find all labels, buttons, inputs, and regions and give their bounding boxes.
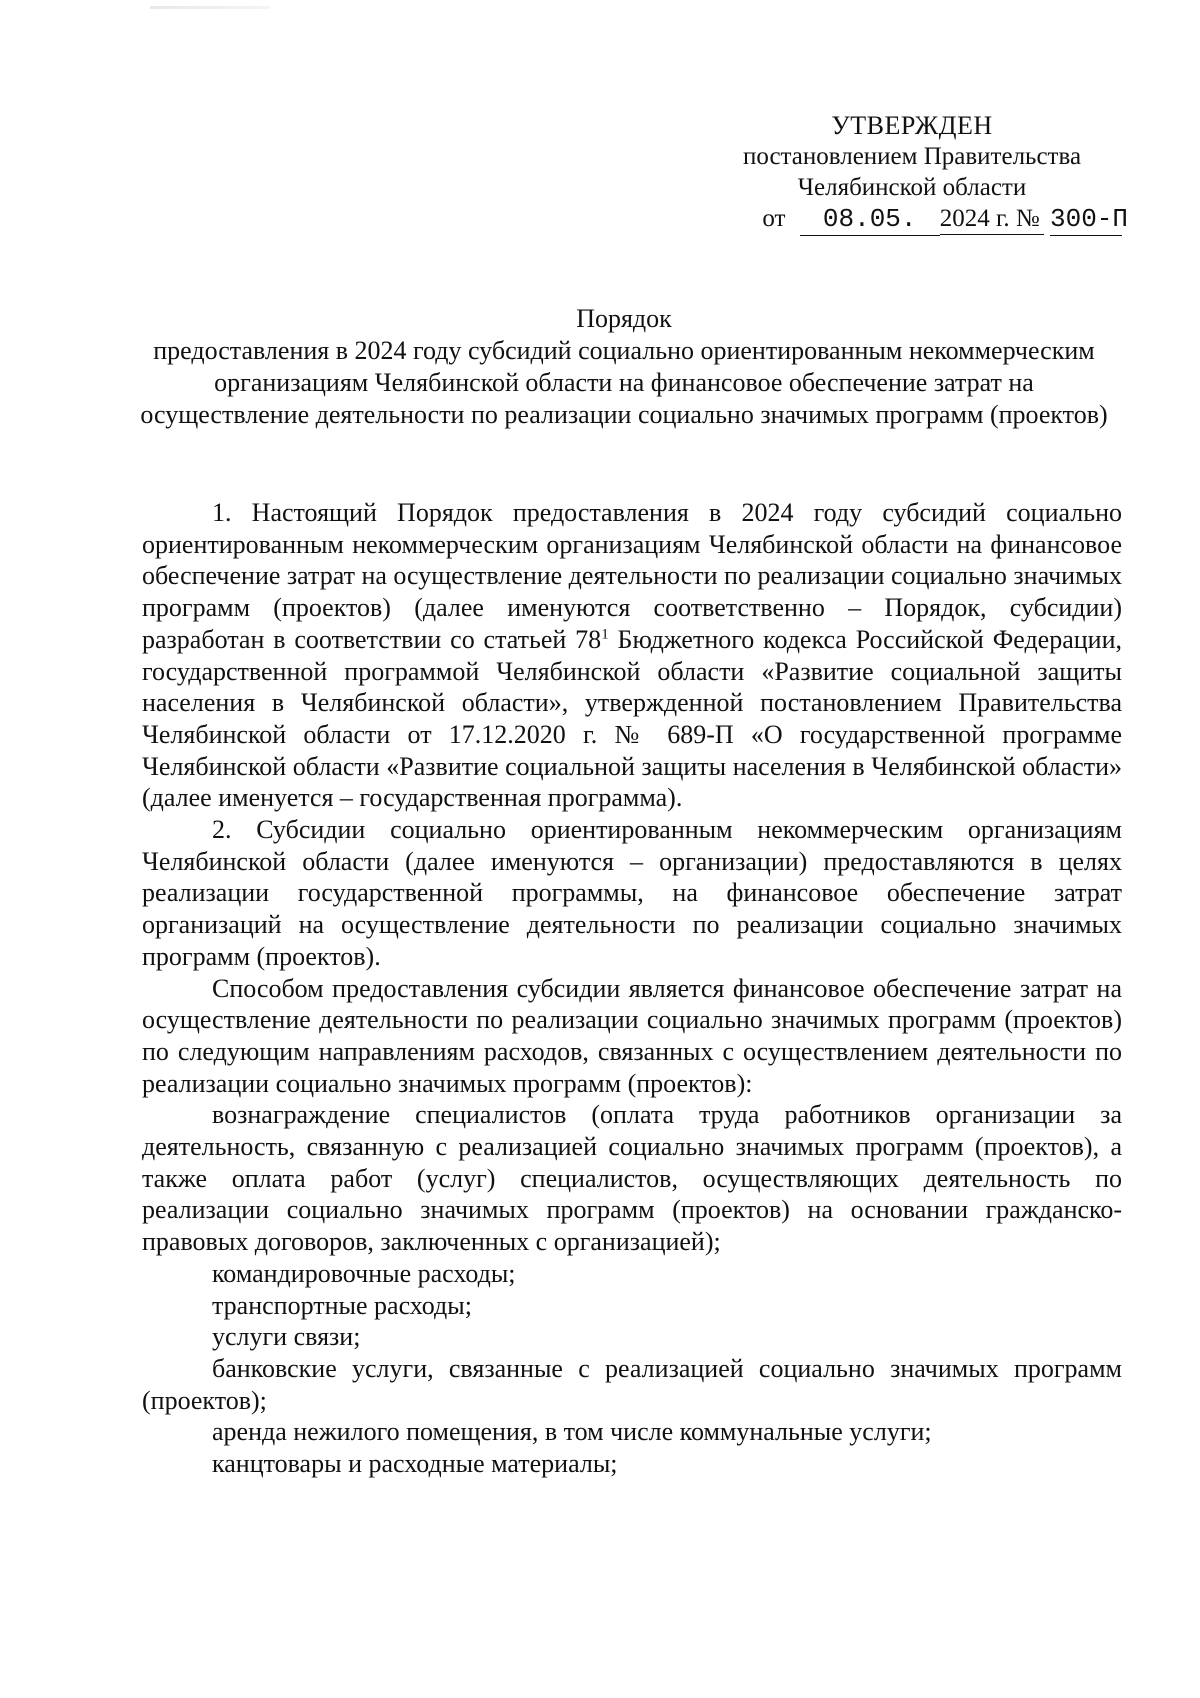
paragraph-1-part-b: Бюджетного кодекса Российской Федерации, государственной программой Челябинской области «Развитие социальной защиты населения в Челябинской области», утвержденной постановлением Правительства Челябинской области от 17.12.2020 г. № 689-П «О государственной программе Челябинской области «Развитие социальной защиты населения в Челябинской области» (далее именуется – государственная программа). [142,624,1122,813]
document-title [140,303,1108,431]
approval-heading: УТВЕРЖДЕН [831,111,993,140]
paragraph-3: Способом предоставления субсидии является финансовое обеспечение затрат на осуществление деятельности по реализации социально значимых программ (проектов) по следующим направлениям расходов, связанных с осуществлением деятельности по реализации социально значимых программ (проектов): [142,973,1122,1098]
list-item: услуги связи; [212,1322,361,1352]
title-heading: Порядок [576,304,672,333]
approval-line-1: постановлением Правительства [742,143,1082,170]
date-year: 2024 г. № [940,203,1044,235]
paragraph-1 [142,497,1122,814]
document-body [142,497,1122,1480]
approval-line-2: Челябинской области [797,174,1027,201]
approval-dateline [702,203,1129,236]
list-item: банковские услуги, связанные с реализацией социально значимых программ (проектов); [142,1353,1122,1415]
handfilled-number: 300-П [1050,204,1129,234]
date-prefix: от [762,205,786,232]
paragraph-1-part-a: 1. Настоящий Порядок предоставления в 2024 году субсидий социально ориентированным некоммерческим организациям Челябинской области на финансовое обеспечение затрат на осуществление деятельности по реализации социально значимых программ (проектов) (далее именуются соответственно – Порядок, субсидии) разработан в соответствии со статьей 78 [142,498,1122,654]
list-item: транспортные расходы; [212,1290,472,1320]
article-superscript: 1 [601,626,609,643]
title-subtitle: предоставления в 2024 году субсидий социально ориентированным некоммерческим организациям Челябинской области на финансовое обеспечение затрат на осуществление деятельности по реализации социально значимых программ (проектов) [140,336,1108,429]
paragraph-2: 2. Субсидии социально ориентированным некоммерческим организациям Челябинской области (далее именуются – организации) предоставляются в целях реализации государственной программы, на финансовое обеспечение затрат организаций на осуществление деятельности по реализации социально значимых программ (проектов). [142,815,1122,971]
approval-block [702,110,1129,236]
list-item: канцтовары и расходные материалы; [212,1449,618,1479]
list-item: вознаграждение специалистов (оплата труда работников организации за деятельность, связанную с реализацией социально значимых программ (проектов), а также оплата работ (услуг) специалистов, осуществляющих деятельность по реализации социально значимых программ (проектов) на основании гражданско-правовых договоров, заключенных с организацией); [142,1100,1122,1257]
list-item: командировочные расходы; [212,1258,516,1288]
scan-artifact [150,6,270,9]
handfilled-date: 08.05. [800,204,940,236]
list-item: аренда нежилого помещения, в том числе коммунальные услуги; [212,1417,932,1447]
